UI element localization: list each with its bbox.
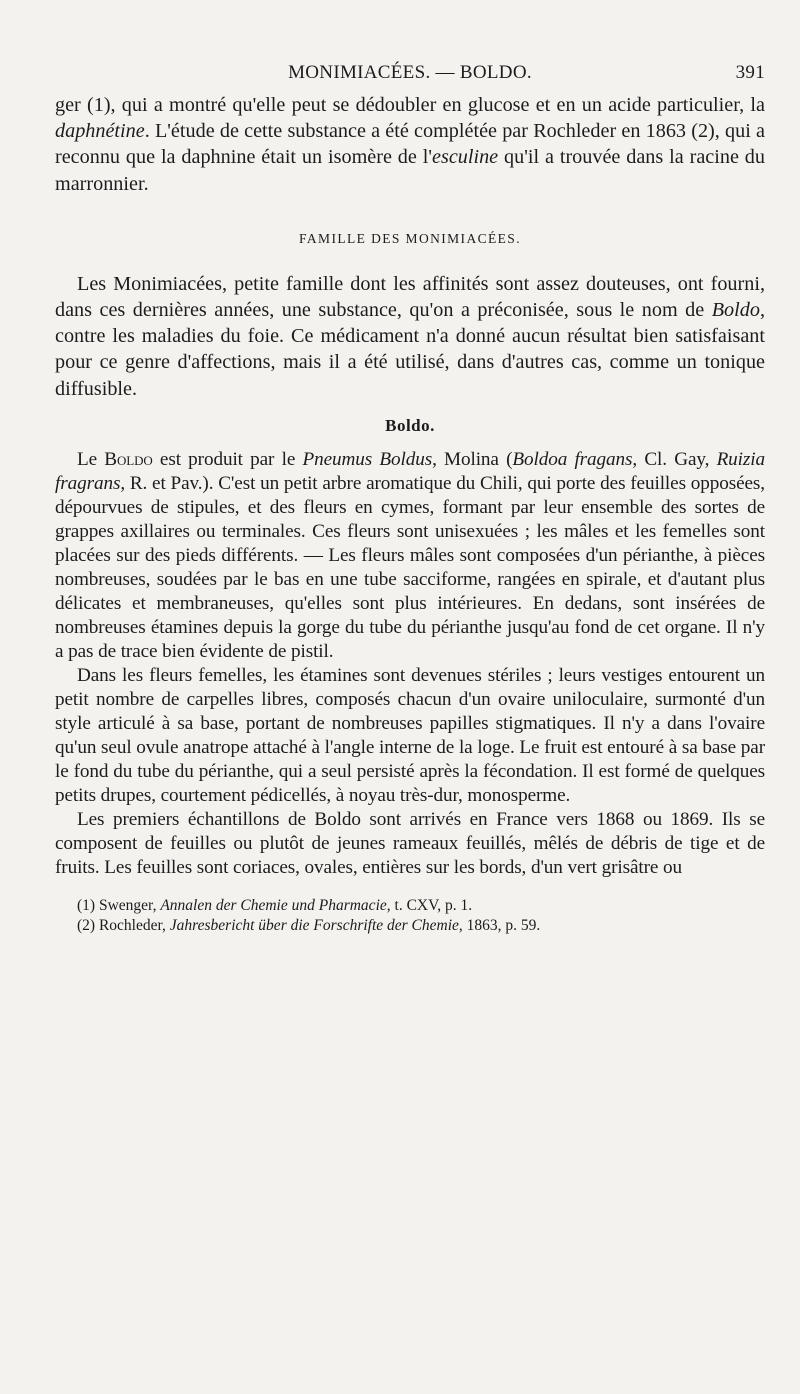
- page-number: 391: [735, 62, 765, 83]
- term-esculine: esculine: [432, 146, 499, 169]
- footnotes: [55, 896, 765, 936]
- paragraph-echantillons: Les premiers échantillons de Boldo sont arrivés en France vers 1868 ou 1869. Ils se composent de feuilles ou plutôt de jeunes rameaux feuillés, mêlés de débris de tige et de fruits. Les feuilles sont coriaces, ovales, entières sur les bords, d'un vert grisâtre ou: [55, 808, 765, 878]
- running-title: MONIMIACÉES. — BOLDO.: [288, 62, 532, 83]
- subsection-heading: Boldo.: [385, 415, 435, 435]
- species-pneumus-boldus: Pneumus Boldus: [302, 448, 433, 470]
- footnote-1: (1) Swenger, Annalen der Chemie und Pharmacie, t. CXV, p. 1.: [77, 896, 473, 914]
- paragraph-fleurs-femelles: Dans les fleurs femelles, les étamines sont devenues stériles ; leurs vestiges entourent un petit nombre de carpelles libres, composés chacun d'un ovaire uniloculaire, surmonté d'un style articulé à sa base, portant de nombreuses papilles stigmatiques. Il n'y a dans l'ovaire qu'un seul ovule anatrope attaché à l'angle interne de la loge. Le fruit est entouré à sa base par le fond du tube du périanthe, qui a seul persisté après la fécondation. Il est formé de quelques petits drupes, courtement pédicellés, à noyau très-dur, monosperme.: [55, 664, 765, 806]
- term-daphnetine: daphnétine: [55, 120, 145, 143]
- term-boldo: Boldo: [711, 299, 760, 322]
- paragraph-monimiacees: Les Monimiacées, petite famille dont les affinités sont assez douteuses, ont fourni, dans ces dernières années, une substance, qu'on a préconisée, sous le nom de Boldo, contre les maladies du foie. Ce médicament n'a donné aucun résultat bien satisfaisant pour ce genre d'affections, mais il a été utilisé, dans d'autres cas, comme un tonique diffusible.: [55, 272, 765, 400]
- footnote-2: (2) Rochleder, Jahresbericht über die Forschrifte der Chemie, 1863, p. 59.: [77, 916, 541, 934]
- section-heading: FAMILLE DES MONIMIACÉES.: [299, 230, 521, 246]
- page-body: [55, 92, 765, 936]
- species-boldoa-fragans: Boldoa fragans: [512, 448, 633, 470]
- species-ruizia-fragrans: Ruizia fragrans: [55, 448, 765, 494]
- boldo-description: [55, 448, 765, 880]
- term-boldo-smallcaps: Boldo: [104, 448, 153, 470]
- paragraph-daphnine: ger (1), qui a montré qu'elle peut se dédoubler en glucose et en un acide particulier, la daphnétine. L'étude de cette substance a été complétée par Rochleder en 1863 (2), qui a reconnu que la daphnine était un isomère de l'esculine qu'il a trouvée dans la racine du marronnier.: [55, 94, 765, 195]
- running-header: [55, 62, 765, 92]
- paragraph-boldo: Le Boldo est produit par le Pneumus Boldus, Molina (Boldoa fragans, Cl. Gay, Ruizia fragrans, R. et Pav.). C'est un petit arbre aromatique du Chili, qui porte des feuilles opposées, dépourvues de stipules, et des fleurs en cymes, formant par leur ensemble des sortes de grappes axillaires ou terminales. Ces fleurs sont unisexuées ; les mâles et les femelles sont placées sur des pieds différents. — Les fleurs mâles sont composées d'un périanthe, à pièces nombreuses, soudées par le bas en une tube sacciforme, rangées en spirale, et d'autant plus délicates et membraneuses, qu'elles sont plus intérieures. En dedans, sont insérées de nombreuses étamines depuis la gorge du tube du périanthe jusqu'au fond de cet organe. Il n'y a pas de trace bien évidente de pistil.: [55, 448, 765, 662]
